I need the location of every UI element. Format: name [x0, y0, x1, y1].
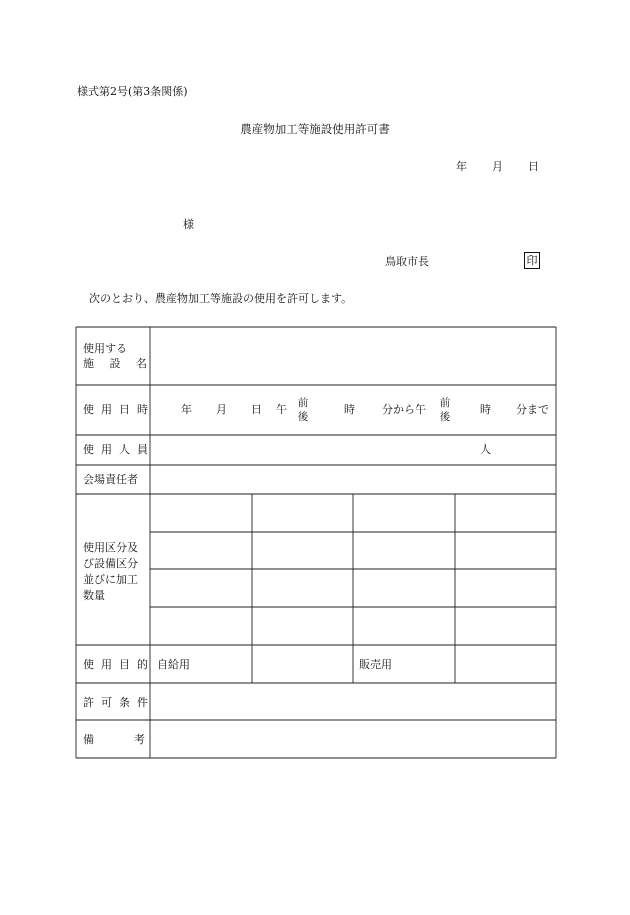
lead-statement: 次のとおり、農産物加工等施設の使用を許可します。	[89, 292, 353, 305]
datetime-minute-end: 分まで	[516, 403, 549, 416]
datetime-hour-end: 時	[480, 403, 491, 416]
date-day-label: 日	[528, 160, 539, 173]
am-option-start[interactable]: 前	[297, 397, 309, 409]
purpose-sale: 販売用	[359, 658, 392, 671]
am-option-end[interactable]: 前	[439, 397, 451, 409]
ampm-selector-start[interactable]	[297, 396, 309, 424]
conditions-field[interactable]	[152, 685, 554, 718]
purpose-label: 使用目的	[83, 658, 155, 671]
datetime-year: 年	[181, 403, 192, 416]
purpose-self-use: 自給用	[157, 658, 190, 671]
facility-label-line1	[83, 343, 144, 354]
facility-label-line2: 施 設 名	[83, 357, 153, 370]
issuer-name: 鳥取市長	[385, 255, 429, 268]
remarks-label-right: 考	[134, 733, 145, 746]
manager-field[interactable]	[152, 467, 554, 492]
datetime-day: 日	[251, 403, 262, 416]
pm-option-start[interactable]: 後	[297, 411, 309, 424]
datetime-hour-start: 時	[344, 403, 355, 416]
facility-label-text1: 使用する	[83, 342, 127, 355]
form-number: 様式第2号(第3条関係)	[77, 85, 188, 98]
datetime-month: 月	[216, 403, 227, 416]
facility-name-field[interactable]	[152, 329, 554, 383]
date-month-label: 月	[492, 160, 503, 173]
people-unit: 人	[480, 443, 491, 456]
document-title: 農産物加工等施設使用許可書	[240, 122, 390, 136]
remarks-label-left: 備	[83, 733, 94, 746]
remarks-field[interactable]	[152, 722, 554, 756]
date-year-label: 年	[456, 160, 467, 173]
people-label: 使用人員	[83, 443, 155, 456]
addressee-honorific: 様	[183, 218, 194, 231]
seal-mark: 印	[524, 252, 540, 269]
people-count-field[interactable]	[152, 437, 472, 463]
datetime-ampm-prefix: 午	[276, 403, 287, 416]
datetime-label: 使用日時	[83, 403, 155, 416]
pm-option-end[interactable]: 後	[439, 411, 451, 424]
conditions-label: 許可条件	[83, 696, 155, 709]
manager-label: 会場責任者	[83, 473, 138, 486]
categories-label: 使用区分及び設備区分並びに加工数量	[83, 541, 138, 602]
datetime-minute-start: 分から午	[382, 403, 426, 416]
ampm-selector-end[interactable]	[439, 396, 451, 424]
